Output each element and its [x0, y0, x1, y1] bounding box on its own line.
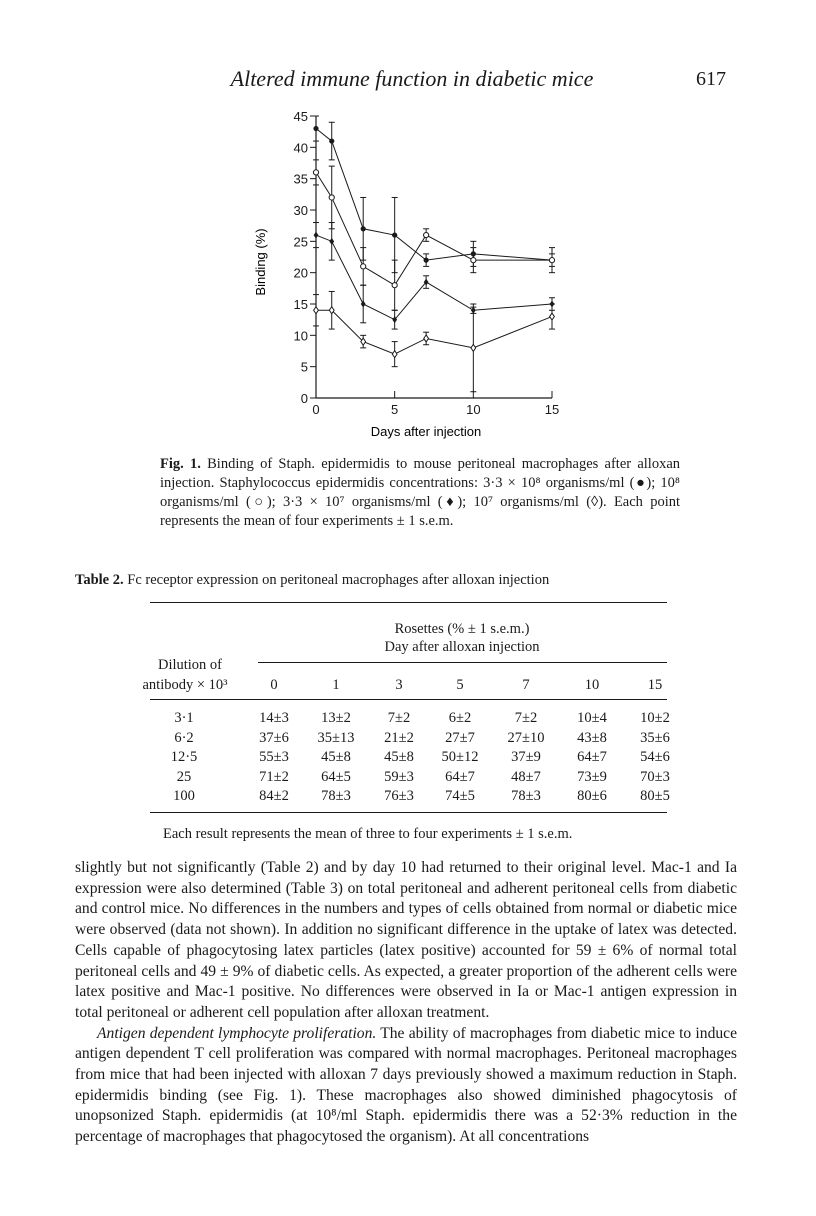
data-point: [329, 307, 334, 314]
table-top-rule: [150, 602, 667, 603]
table-cell: 78±3: [511, 788, 541, 804]
table-row-label: 3·1: [174, 710, 194, 726]
x-axis-label: Days after injection: [370, 424, 482, 439]
y-tick-label: 15: [293, 297, 308, 312]
table-cell: 10±2: [640, 710, 670, 726]
data-point: [392, 283, 397, 288]
data-point: [424, 258, 429, 263]
body-text: [75, 858, 737, 1148]
table-header-rule: [150, 699, 667, 700]
table-group-rule: [258, 662, 667, 663]
table-row-label: 12·5: [170, 749, 198, 765]
figure-1-chart: [0, 0, 816, 450]
table-row-label: 25: [176, 768, 192, 785]
x-tick-label: 5: [391, 402, 399, 417]
table-cell: 80±5: [640, 788, 670, 804]
data-point: [392, 351, 397, 358]
y-tick-label: 20: [293, 265, 308, 281]
table-cell: 73±9: [577, 768, 607, 785]
table-cell: 64±7: [445, 768, 475, 785]
table-cell: 74±5: [445, 788, 475, 804]
table-bottom-rule: [150, 812, 667, 813]
table-cell: 35±6: [640, 729, 670, 746]
data-point: [424, 335, 429, 342]
table-cell: 13±2: [321, 710, 351, 726]
table-label: Table 2.: [75, 572, 124, 588]
table-cell: 37±9: [511, 749, 541, 765]
y-tick-label: 5: [300, 359, 308, 375]
y-tick-label: 45: [293, 109, 308, 124]
x-tick-label: 15: [544, 402, 560, 417]
table-cell: 78±3: [321, 788, 351, 804]
table-cell: 45±8: [321, 749, 351, 765]
body-paragraph-text: The ability of macrophages from diabetic mice to induce antigen dependent T cell proliferation was compared with normal macrophages. Peritoneal macrophages from mice that had been injected with alloxan 7 days previously showed a maximum reduction in Staph. epidermidis binding (see Fig. 1). These macrophages also showed diminished phagocytosis of unopsonized Staph. epidermidis (at 10⁸/ml Staph. epidermidis there was a 52·3% reduction in the percentage of macrophages that phagocytosed the organism). At all concentrations: [75, 1024, 738, 1146]
table-column-header: 7: [522, 677, 530, 693]
table-cell: 80±6: [577, 788, 607, 804]
table-cell: 10±4: [577, 710, 607, 726]
data-point: [550, 313, 555, 320]
table-column-header: 10: [584, 677, 600, 693]
table-column-header: 15: [647, 677, 663, 693]
page-number: 617: [696, 68, 726, 90]
data-point: [471, 344, 476, 351]
table-row-header-unit: antibody × 10³: [142, 677, 228, 693]
figure-caption-text: Binding of Staph. epidermidis to mouse peritoneal macrophages after alloxan injection. Staphylococcus epidermidis concentrations: 3·3 × 10⁸ organisms/ml (●); 10⁸ organisms/ml (○); 3·3 × 10⁷ organisms/ml (♦); 10⁷ organisms/ml (◊). Each point represents the mean of four experiments ± 1 s.e.m.: [160, 456, 681, 529]
table-cell: 37±6: [259, 729, 289, 746]
table-cell: 76±3: [384, 788, 414, 804]
table-cell: 84±2: [259, 788, 289, 804]
table-title-text: Fc receptor expression on peritoneal macrophages after alloxan injection: [127, 572, 550, 588]
data-point: [392, 232, 397, 237]
y-tick-label: 25: [293, 234, 308, 250]
table-group-subheader: Day after alloxan injection: [384, 639, 540, 655]
data-point: [313, 126, 318, 131]
x-tick-label: 0: [312, 402, 320, 417]
running-header-title: Altered immune function in diabetic mice: [230, 66, 594, 91]
figure-caption: [160, 455, 680, 531]
table-cell: 59±3: [384, 768, 414, 785]
data-point: [314, 307, 319, 314]
table-cell: 6±2: [448, 710, 472, 726]
table-column-header: 5: [456, 677, 464, 693]
table-cell: 71±2: [259, 768, 289, 785]
data-point: [361, 264, 366, 269]
data-point: [313, 170, 318, 175]
table-cell: 7±2: [387, 710, 411, 726]
table-note: Each result represents the mean of three to four experiments ± 1 s.e.m.: [163, 826, 573, 842]
data-point: [329, 138, 334, 143]
table-cell: 45±8: [384, 749, 414, 765]
x-tick-label: 10: [466, 402, 481, 417]
run-in-heading: Antigen dependent lymphocyte proliferation.: [97, 1024, 377, 1042]
body-paragraph: slightly but not significantly (Table 2) and by day 10 had returned to their original level. Mac-1 and Ia expression were also determined (Table 3) on total peritoneal and adherent peritoneal cells from diabetic and control mice. No differences in the numbers and types of cells obtained from normal or diabetic mice were observed (data not shown). In addition no significant difference in the uptake of latex was detected. Cells capable of phagocytosing latex particles (latex positive) accounted for 59 ± 6% of normal total peritoneal cells and 49 ± 9% of diabetic cells. As expected, a greater proportion of the adherent cells were latex positive and Mac-1 positive. No differences were observed in Ia or Mac-1 antigen expression in total peritoneal or adherent cell population after alloxan treatment.: [75, 859, 737, 1021]
y-tick-label: 0: [300, 391, 308, 406]
table-group-header: Rosettes (% ± 1 s.e.m.): [394, 621, 530, 637]
table-column-header: 3: [395, 677, 403, 693]
table-cell: 70±3: [640, 768, 670, 785]
table-row-label: 6·2: [174, 729, 194, 746]
series-line: [316, 172, 552, 285]
table-cell: 27±10: [507, 729, 545, 746]
data-point: [549, 258, 554, 263]
figure-caption-label: Fig. 1.: [160, 456, 201, 472]
y-tick-label: 35: [293, 171, 308, 187]
body-paragraph: [75, 1024, 737, 1148]
y-axis-label: Binding (%): [253, 228, 268, 296]
table-cell: 43±8: [577, 729, 607, 746]
table-cell: 7±2: [514, 710, 538, 726]
table-row-label: 100: [173, 788, 195, 804]
table-title: [75, 572, 549, 589]
y-tick-label: 30: [293, 203, 308, 218]
series-line: [316, 235, 552, 320]
data-point: [361, 338, 366, 345]
data-point: [314, 232, 319, 239]
y-tick-label: 10: [293, 328, 308, 344]
table-row-header: Dilution of: [157, 657, 223, 673]
data-point: [361, 226, 366, 231]
table-column-header: 0: [270, 677, 278, 693]
data-point: [471, 258, 476, 263]
table-cell: 35±13: [317, 729, 355, 746]
table-cell: 64±5: [321, 768, 351, 785]
table-cell: 64±7: [577, 749, 607, 765]
data-point: [424, 232, 429, 237]
table-cell: 14±3: [259, 710, 289, 726]
y-tick-label: 40: [293, 140, 308, 156]
table-cell: 54±6: [640, 749, 670, 765]
table-cell: 48±7: [511, 768, 541, 785]
table-cell: 50±12: [441, 749, 479, 765]
table-cell: 55±3: [259, 749, 289, 765]
series-line: [316, 310, 552, 354]
chart-marks: [313, 116, 555, 392]
table-cell: 21±2: [384, 729, 414, 746]
table-column-header: 1: [332, 677, 340, 693]
table-cell: 27±7: [445, 729, 475, 746]
data-point: [329, 195, 334, 200]
